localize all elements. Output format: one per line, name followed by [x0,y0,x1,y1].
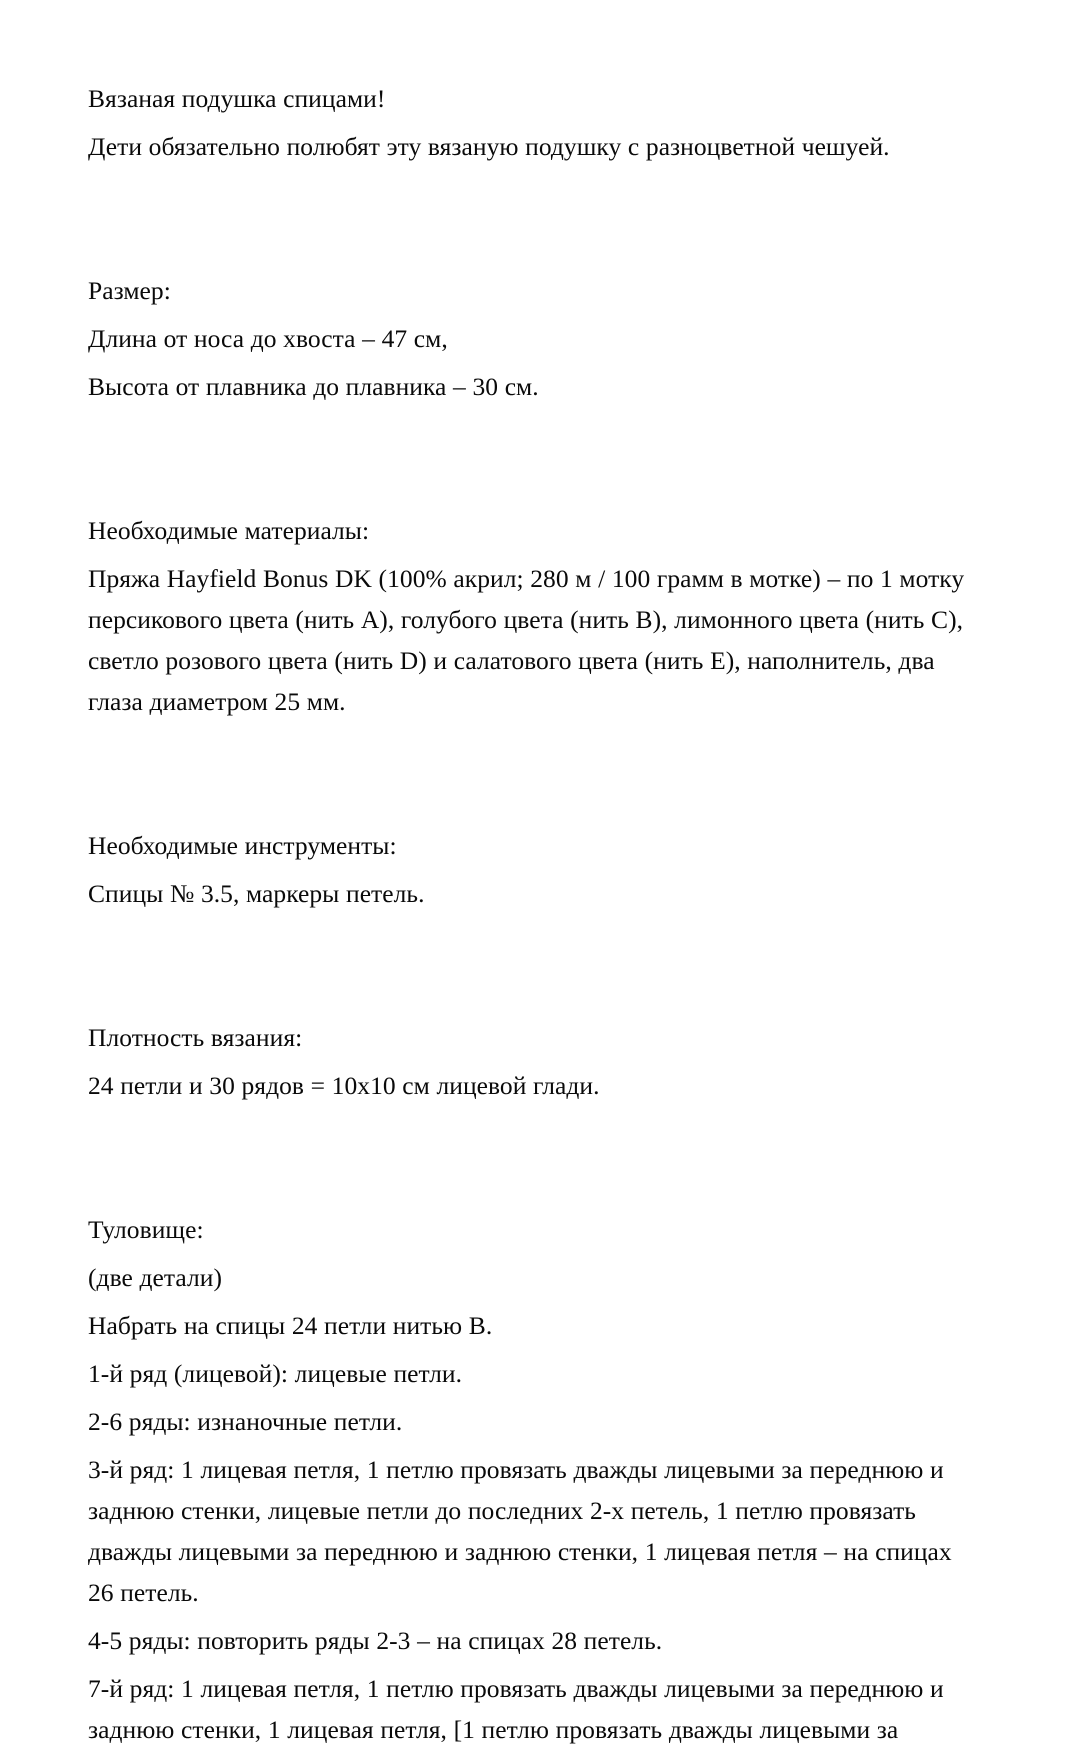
blank-5 [88,729,968,770]
gauge-body: 24 петли и 30 рядов = 10x10 см лицевой глади. [88,1071,600,1100]
tools-heading: Необходимые инструменты: [88,831,397,860]
document-body [88,78,968,1750]
row-3-instruction: 3-й ряд: 1 лицевая петля, 1 петлю провязать дважды лицевыми за переднюю и заднюю стенки, лицевые петли до последних 2-х петель, 1 петлю провязать дважды лицевыми за переднюю и заднюю стенки, 1 лицевая петля – на спицах 26 петель. [88,1455,952,1607]
size-heading: Размер: [88,276,171,305]
cast-on-instruction: Набрать на спицы 24 петли нитью B. [88,1311,493,1340]
blank-8 [88,969,968,1010]
rows-4-5-instruction: 4-5 ряды: повторить ряды 2-3 – на спицах 28 петель. [88,1626,663,1655]
tools-body: Спицы № 3.5, маркеры петель. [88,879,425,908]
blank-3 [88,414,968,455]
materials-body: Пряжа Hayfield Bonus DK (100% акрил; 280 м / 100 грамм в мотке) – по 1 мотку персикового цвета (нить A), голубого цвета (нить B), лимонного цвета (нить C), светло розового цвета (нить D) и салатового цвета (нить E), наполнитель, два глаза диаметром 25 мм. [88,564,965,716]
size-height: Высота от плавника до плавника – 30 см. [88,372,539,401]
blank-2 [88,222,968,263]
body-heading: Туловище: [88,1215,204,1244]
size-length: Длина от носа до хвоста – 47 см, [88,324,448,353]
blank-4 [88,462,968,503]
blank-9 [88,1113,968,1154]
rows-2-6-instruction: 2-6 ряды: изнаночные петли. [88,1407,403,1436]
blank-1 [88,174,968,215]
blank-10 [88,1161,968,1202]
row-7-instruction: 7-й ряд: 1 лицевая петля, 1 петлю провязать дважды лицевыми за переднюю и заднюю стенки, 1 лицевая петля, [1 петлю провязать дважды лицевыми за [88,1674,944,1744]
row-1-instruction: 1-й ряд (лицевой): лицевые петли. [88,1359,463,1388]
intro-line: Дети обязательно полюбят эту вязаную подушку с разноцветной чешуей. [88,132,890,161]
blank-6 [88,777,968,818]
materials-heading: Необходимые материалы: [88,516,370,545]
body-parts-count: (две детали) [88,1263,223,1292]
gauge-heading: Плотность вязания: [88,1023,303,1052]
title-line: Вязаная подушка спицами! [88,84,386,113]
blank-7 [88,921,968,962]
